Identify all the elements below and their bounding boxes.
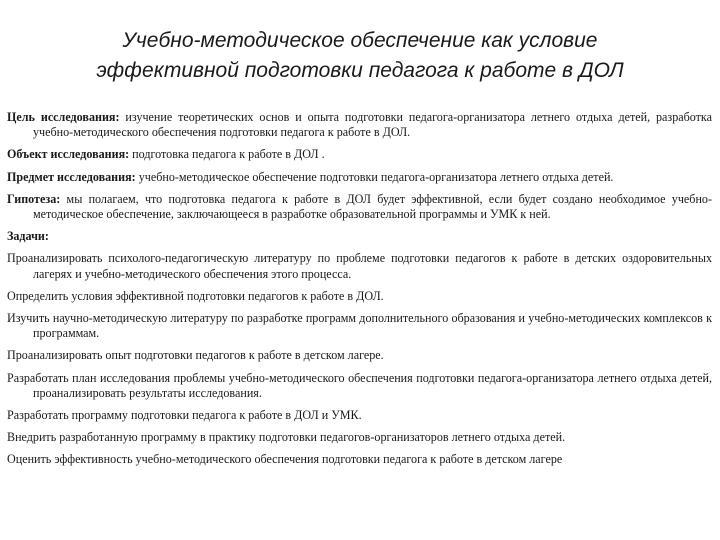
subject-paragraph [7,170,712,185]
task-item: Проанализировать опыт подготовки педагогов к работе в детском лагере. [7,348,384,363]
object-paragraph [7,147,712,162]
goal-label: Цель исследования: [7,110,120,124]
slide-content [7,110,712,475]
title-line-1: Учебно-методическое обеспечение как условие [122,29,598,52]
task-item: Определить условия эффективной подготовки педагогов к работе в ДОЛ. [7,288,384,303]
task-item: Разработать план исследования проблемы учебно-методического обеспечения подготовки педагога-организатора летнего отдыха детей, проанализировать результаты исследования. [7,370,712,400]
title-line-2: эффективной подготовки педагога к работе в ДОЛ [96,59,624,82]
tasks-label: Задачи: [7,229,49,244]
tasks-heading [7,229,712,244]
task-item: Проанализировать психолого-педагогическую литературу по проблеме подготовки педагогов к работе в детских оздоровительных лагерях и учебно-методического обеспечения этого процесса. [7,251,712,281]
subject-text: учебно-методическое обеспечение подготовки педагога-организатора летнего отдыха детей. [135,169,614,184]
object-label: Объект исследования: [7,147,130,162]
hypothesis-text: мы полагаем, что подготовка педагога к работе в ДОЛ будет эффективной, если будет создано необходимое учебно-методическое обеспечение, заключающееся в разработке образовательной программы и УМК к ней. [33,191,712,222]
subject-label: Предмет исследования: [7,169,136,184]
task-item: Изучить научно-методическую литературу по разработке программ дополнительного образования и учебно-методических комплексов к программам. [7,311,712,341]
slide-title [40,26,680,86]
task-item: Внедрить разработанную программу в практику подготовки педагогов-организаторов летнего отдыха детей. [7,430,566,445]
object-text: подготовка педагога к работе в ДОЛ . [129,147,325,162]
hypothesis-label: Гипотеза: [7,191,61,206]
hypothesis-paragraph [7,192,712,222]
task-item: Разработать программу подготовки педагога к работе в ДОЛ и УМК. [7,408,362,423]
goal-text: изучение теоретических основ и опыта подготовки педагога-организатора летнего отдыха детей, разработка учебно-методического обеспечения подготовки педагога к работе в ДОЛ. [33,110,712,140]
task-item: Оценить эффективность учебно-методического обеспечения подготовки педагога к работе в детском лагере [7,452,563,467]
goal-paragraph [7,110,712,140]
